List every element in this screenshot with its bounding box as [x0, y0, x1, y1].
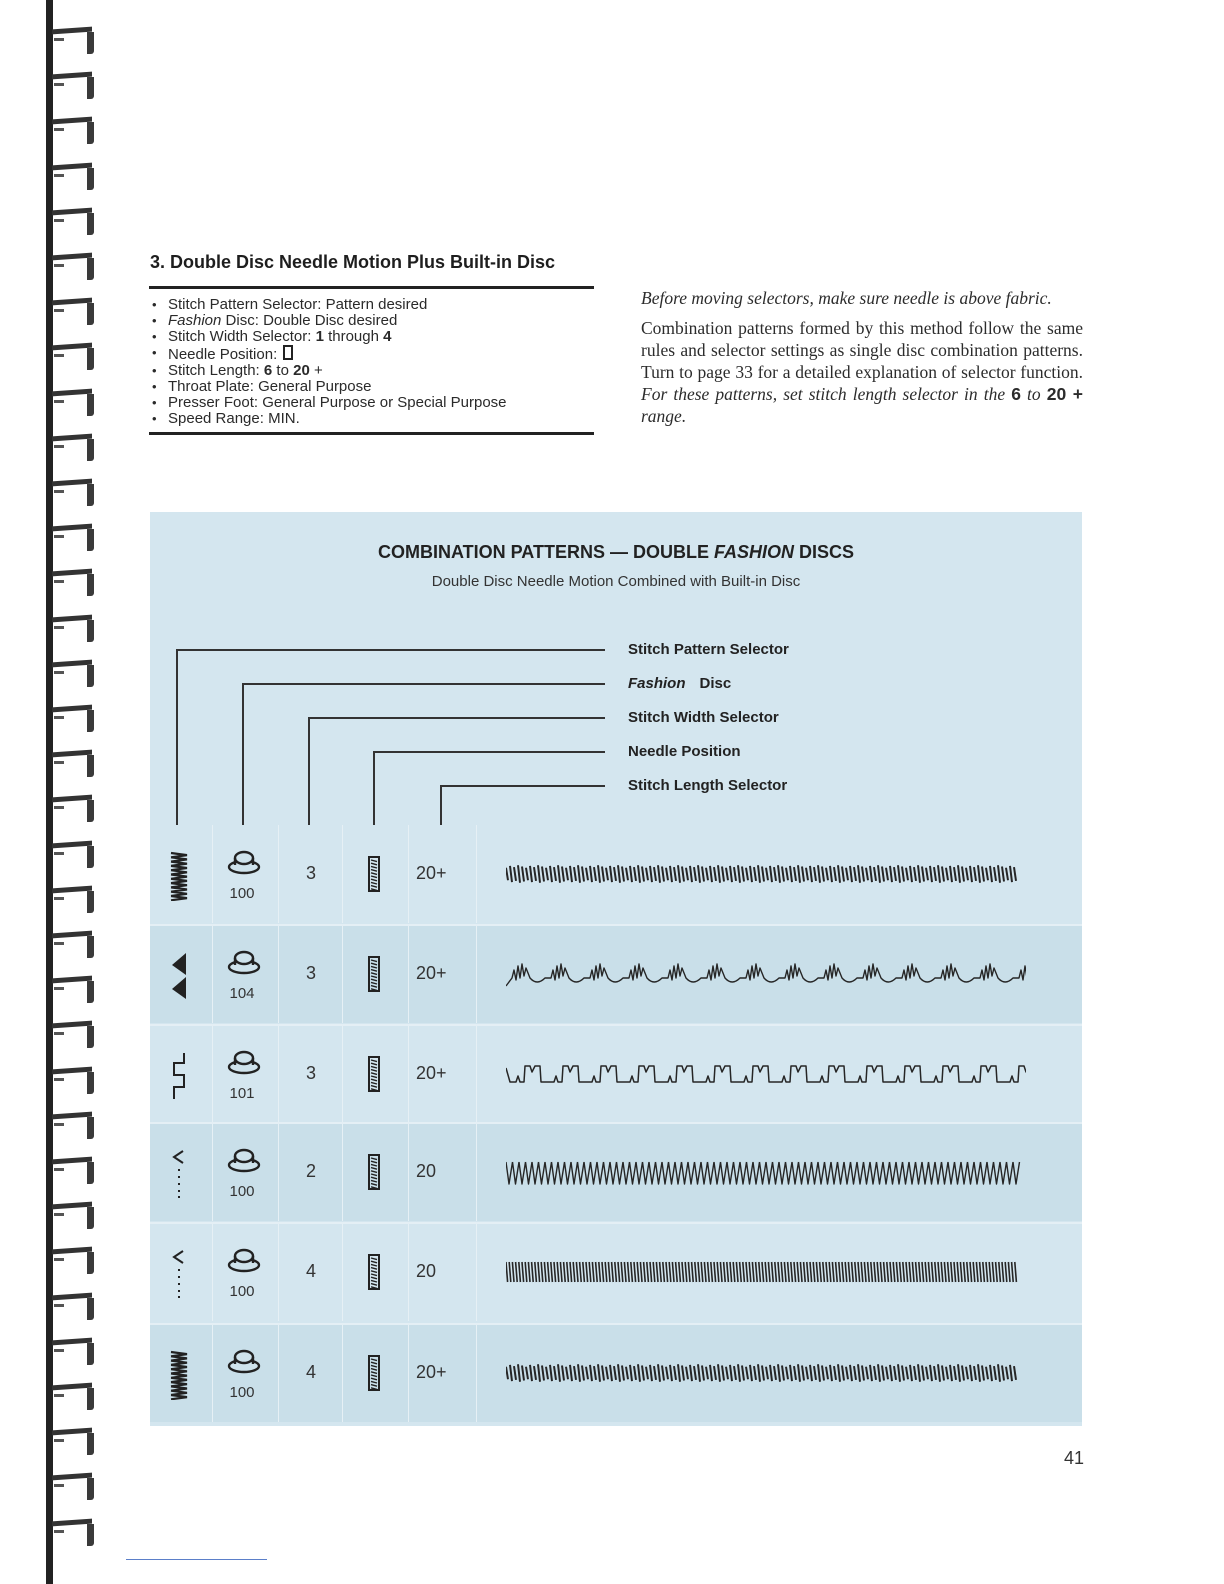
column-divider — [278, 1123, 279, 1221]
binding-coil — [50, 164, 96, 194]
stitch-sample — [506, 1150, 1026, 1194]
binding-coil — [50, 616, 96, 646]
zigzag-pattern-icon — [168, 851, 190, 901]
leader-line-length-h — [440, 785, 605, 787]
table-row — [150, 1324, 1082, 1422]
column-divider — [408, 1324, 409, 1422]
binding-coil — [50, 1068, 96, 1098]
stitch-width-value: 2 — [305, 1161, 316, 1181]
binding-coil — [50, 1294, 96, 1324]
leader-line-disc-v — [242, 683, 244, 825]
table-row — [150, 925, 1082, 1023]
binding-coil — [50, 344, 96, 374]
disc-number: 104 — [229, 985, 255, 1002]
note-text: Before moving selectors, make sure needle is above fabric. — [641, 288, 1052, 308]
stitch-sample — [506, 1351, 1026, 1395]
top-rule — [149, 286, 594, 289]
binding-coil — [50, 661, 96, 691]
binding-coil — [50, 209, 96, 239]
column-divider — [408, 1025, 409, 1123]
table-row — [150, 825, 1082, 923]
binding-coil — [50, 1384, 96, 1414]
binding-coil — [50, 299, 96, 329]
stitch-sample — [506, 952, 1026, 996]
binding-coil — [50, 1248, 96, 1278]
disc-number: 101 — [229, 1085, 255, 1102]
fashion-disc-icon — [227, 847, 261, 875]
disc-number: 100 — [229, 1384, 255, 1401]
binding-coil — [50, 118, 96, 148]
column-divider — [212, 1123, 213, 1221]
setting-stitch-width: • Stitch Width Selector: 1 through 4 — [150, 329, 590, 345]
binding-coil — [50, 570, 96, 600]
column-divider — [476, 825, 477, 923]
row-divider — [150, 1323, 1082, 1325]
setting-stitch-length: • Stitch Length: 6 to 20 + — [150, 363, 590, 379]
column-divider — [476, 1324, 477, 1422]
binding-coil — [50, 706, 96, 736]
leader-line-width-h — [308, 717, 605, 719]
binding-coil — [50, 435, 96, 465]
column-divider — [342, 1324, 343, 1422]
stitch-sample — [506, 1250, 1026, 1294]
fashion-disc-icon — [227, 1047, 261, 1075]
legend-stitch-width: Stitch Width Selector — [628, 709, 779, 726]
stitch-sample — [506, 1052, 1026, 1096]
column-divider — [408, 1223, 409, 1321]
stitch-width-value: 3 — [305, 963, 316, 983]
needle-position-icon — [368, 1355, 380, 1391]
fashion-disc-icon — [227, 947, 261, 975]
setting-stitch-pattern: • Stitch Pattern Selector: Pattern desired — [150, 297, 590, 313]
setting-speed-range: • Speed Range: MIN. — [150, 411, 590, 427]
leader-line-disc-h — [242, 683, 605, 685]
needle-position-icon — [283, 345, 293, 360]
column-divider — [342, 1223, 343, 1321]
setting-presser-foot: • Presser Foot: General Purpose or Special Purpose — [150, 395, 590, 411]
setting-throat-plate: • Throat Plate: General Purpose — [150, 379, 590, 395]
panel-title: COMBINATION PATTERNS — DOUBLE FASHION DISCS — [377, 542, 855, 562]
legend-needle-position: Needle Position — [628, 743, 741, 760]
stitch-sample — [506, 852, 1026, 896]
column-divider — [278, 1025, 279, 1123]
column-divider — [278, 1223, 279, 1321]
binding-coil — [50, 842, 96, 872]
stitch-width-value: 4 — [305, 1362, 316, 1382]
column-divider — [408, 1123, 409, 1221]
leader-line-pattern-h — [176, 649, 605, 651]
column-divider — [476, 1123, 477, 1221]
column-divider — [278, 825, 279, 923]
legend-stitch-length: Stitch Length Selector — [628, 777, 788, 794]
row-divider — [150, 1122, 1082, 1124]
stitch-width-value: 3 — [305, 1063, 316, 1083]
column-divider — [408, 925, 409, 1023]
fashion-disc-icon — [227, 1145, 261, 1173]
setting-needle-position: • Needle Position: — [150, 345, 590, 363]
binding-coil — [50, 977, 96, 1007]
table-row — [150, 1025, 1082, 1123]
needle-position-icon — [368, 856, 380, 892]
column-divider — [212, 925, 213, 1023]
stitch-length-value: 20+ — [416, 963, 447, 983]
column-divider — [212, 1025, 213, 1123]
legend-fashion-disc: Fashion Disc — [628, 675, 732, 692]
column-divider — [342, 925, 343, 1023]
legend-stitch-pattern: Stitch Pattern Selector — [628, 641, 789, 658]
stitch-length-value: 20+ — [416, 1362, 447, 1382]
binding-coil — [50, 480, 96, 510]
step-pattern-icon — [168, 1051, 190, 1101]
disc-number: 100 — [229, 1283, 255, 1300]
stitch-length-value: 20 — [416, 1161, 437, 1181]
row-divider — [150, 1222, 1082, 1224]
section-heading: 3. Double Disc Needle Motion Plus Built-in Disc — [150, 252, 556, 272]
panel-subtitle: Double Disc Needle Motion Combined with Built-in Disc — [431, 573, 801, 590]
column-divider — [278, 925, 279, 1023]
binding-coil — [50, 1113, 96, 1143]
column-divider — [212, 1324, 213, 1422]
binding-coil — [50, 390, 96, 420]
column-divider — [212, 825, 213, 923]
needle-position-icon — [368, 956, 380, 992]
binding-coil — [50, 751, 96, 781]
fashion-disc-icon — [227, 1346, 261, 1374]
binding-coil — [50, 796, 96, 826]
setting-fashion-disc: • Fashion Disc: Double Disc desired — [150, 313, 590, 329]
column-divider — [342, 1123, 343, 1221]
stitch-width-value: 3 — [305, 863, 316, 883]
binding-coil — [50, 1520, 96, 1550]
dot-v-pattern-icon — [168, 1249, 190, 1299]
binding-coil — [50, 1339, 96, 1369]
combination-patterns-panel — [150, 512, 1082, 1426]
column-divider — [476, 925, 477, 1023]
binding-coil — [50, 1203, 96, 1233]
dot-v-pattern-icon — [168, 1149, 190, 1199]
column-divider — [342, 825, 343, 923]
bottom-rule — [149, 432, 594, 435]
binding-coil — [50, 1158, 96, 1188]
column-divider — [476, 1025, 477, 1123]
column-divider — [212, 1223, 213, 1321]
disc-number: 100 — [229, 885, 255, 902]
binding-coil — [50, 932, 96, 962]
settings-list — [150, 297, 590, 427]
leader-line-length-v — [440, 785, 442, 825]
row-divider — [150, 1024, 1082, 1026]
needle-position-icon — [368, 1254, 380, 1290]
binding-coil — [50, 1429, 96, 1459]
page-number: 41 — [1064, 1448, 1085, 1468]
table-row — [150, 1123, 1082, 1221]
binding-coil — [50, 525, 96, 555]
leader-line-width-v — [308, 717, 310, 825]
stitch-width-value: 4 — [305, 1261, 316, 1281]
disc-number: 100 — [229, 1183, 255, 1200]
instructions-text — [641, 287, 1083, 435]
fashion-disc-icon — [227, 1245, 261, 1273]
spiral-binding — [46, 0, 98, 1584]
binding-coil — [50, 73, 96, 103]
column-divider — [278, 1324, 279, 1422]
binding-coil — [50, 254, 96, 284]
footer-link-line — [126, 1559, 267, 1560]
row-divider — [150, 924, 1082, 926]
needle-position-icon — [368, 1154, 380, 1190]
leader-line-needle-v — [373, 751, 375, 825]
column-divider — [408, 825, 409, 923]
table-row — [150, 1223, 1082, 1321]
stitch-length-value: 20 — [416, 1261, 437, 1281]
stitch-length-value: 20+ — [416, 863, 447, 883]
binding-coil — [50, 28, 96, 58]
leader-line-pattern-v — [176, 649, 178, 825]
column-divider — [342, 1025, 343, 1123]
arrow-pattern-icon — [168, 951, 190, 1001]
leader-line-needle-h — [373, 751, 605, 753]
stitch-length-value: 20+ — [416, 1063, 447, 1083]
body-text: Combination patterns formed by this method follow the same rules and selector settings as single disc combination patterns. Turn to page 33 for a detailed explanation of selector function. For these patterns, set stitch length selector in the 6 to 20 + range. — [641, 318, 1084, 426]
binding-coil — [50, 1474, 96, 1504]
column-divider — [476, 1223, 477, 1321]
needle-position-icon — [368, 1056, 380, 1092]
zigzag-pattern-icon — [168, 1350, 190, 1400]
binding-coil — [50, 887, 96, 917]
binding-coil — [50, 1022, 96, 1052]
